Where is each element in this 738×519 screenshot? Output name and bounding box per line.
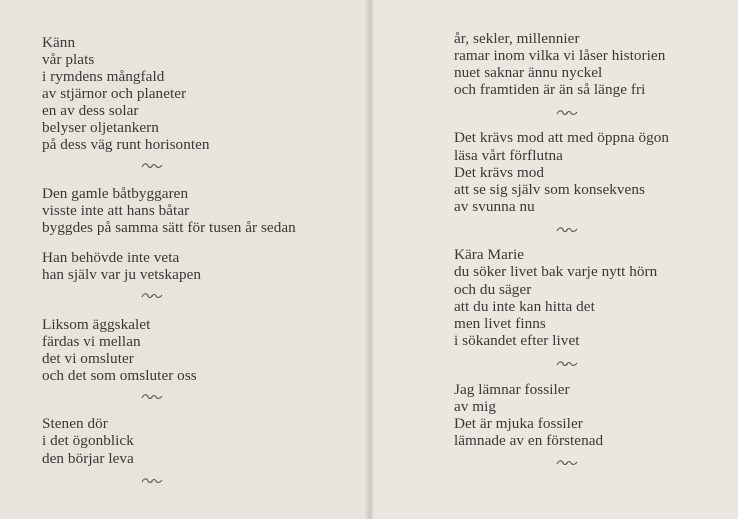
scroll-flourish-icon bbox=[141, 393, 163, 401]
poem-line: på dess väg runt horisonten bbox=[42, 136, 210, 153]
poem-line: och det som omsluter oss bbox=[42, 367, 197, 384]
poem-line: år, sekler, millennier bbox=[454, 30, 580, 47]
poem-line: Den gamle båtbyggaren bbox=[42, 185, 189, 202]
poem-line: det vi omsluter bbox=[42, 350, 134, 367]
poem-line: färdas vi mellan bbox=[42, 333, 141, 350]
poem-line: att se sig själv som konsekvens bbox=[454, 181, 645, 198]
poem-line: av mig bbox=[454, 398, 497, 415]
scroll-flourish-icon bbox=[141, 162, 163, 170]
poem-line: Jag lämnar fossiler bbox=[454, 381, 570, 398]
poem-line: Liksom äggskalet bbox=[42, 316, 151, 333]
poem-line: Känn bbox=[42, 34, 76, 51]
poem-line: av stjärnor och planeter bbox=[42, 85, 187, 102]
poem-line: av svunna nu bbox=[454, 198, 535, 215]
poem-line: den börjar leva bbox=[42, 450, 134, 467]
poem-line: han själv var ju vetskapen bbox=[42, 266, 202, 283]
poem-line: att du inte kan hitta det bbox=[454, 298, 595, 315]
poem-line: en av dess solar bbox=[42, 102, 139, 119]
poem-line: och framtiden är än så länge fri bbox=[454, 81, 646, 98]
poem-line: läsa vårt förflutna bbox=[454, 147, 563, 164]
poem-line: men livet finns bbox=[454, 315, 546, 332]
poem-line: Det krävs mod bbox=[454, 164, 545, 181]
book-gutter bbox=[365, 0, 373, 519]
scroll-flourish-icon bbox=[556, 360, 578, 368]
poem-line: Det är mjuka fossiler bbox=[454, 415, 583, 432]
poem-line: och du säger bbox=[454, 281, 532, 298]
scroll-flourish-icon bbox=[556, 226, 578, 234]
poem-line: nuet saknar ännu nyckel bbox=[454, 64, 603, 81]
poem-line: lämnade av en förstenad bbox=[454, 432, 604, 449]
poem-line: du söker livet bak varje nytt hörn bbox=[454, 263, 658, 280]
scroll-flourish-icon bbox=[556, 459, 578, 467]
poem-line: byggdes på samma sätt för tusen år sedan bbox=[42, 219, 296, 236]
poem-line: belyser oljetankern bbox=[42, 119, 159, 136]
scroll-flourish-icon bbox=[141, 292, 163, 300]
poem-line: i det ögonblick bbox=[42, 432, 134, 449]
poem-line: Han behövde inte veta bbox=[42, 249, 180, 266]
poem-line: i sökandet efter livet bbox=[454, 332, 580, 349]
poem-line: vår plats bbox=[42, 51, 95, 68]
poem-line: Det krävs mod att med öppna ögon bbox=[454, 129, 670, 146]
poem-line: ramar inom vilka vi låser historien bbox=[454, 47, 666, 64]
poem-line: visste inte att hans båtar bbox=[42, 202, 190, 219]
scroll-flourish-icon bbox=[556, 109, 578, 117]
poem-line: Stenen dör bbox=[42, 415, 108, 432]
scroll-flourish-icon bbox=[141, 477, 163, 485]
poem-line: Kära Marie bbox=[454, 246, 525, 263]
poem-line: i rymdens mångfald bbox=[42, 68, 165, 85]
